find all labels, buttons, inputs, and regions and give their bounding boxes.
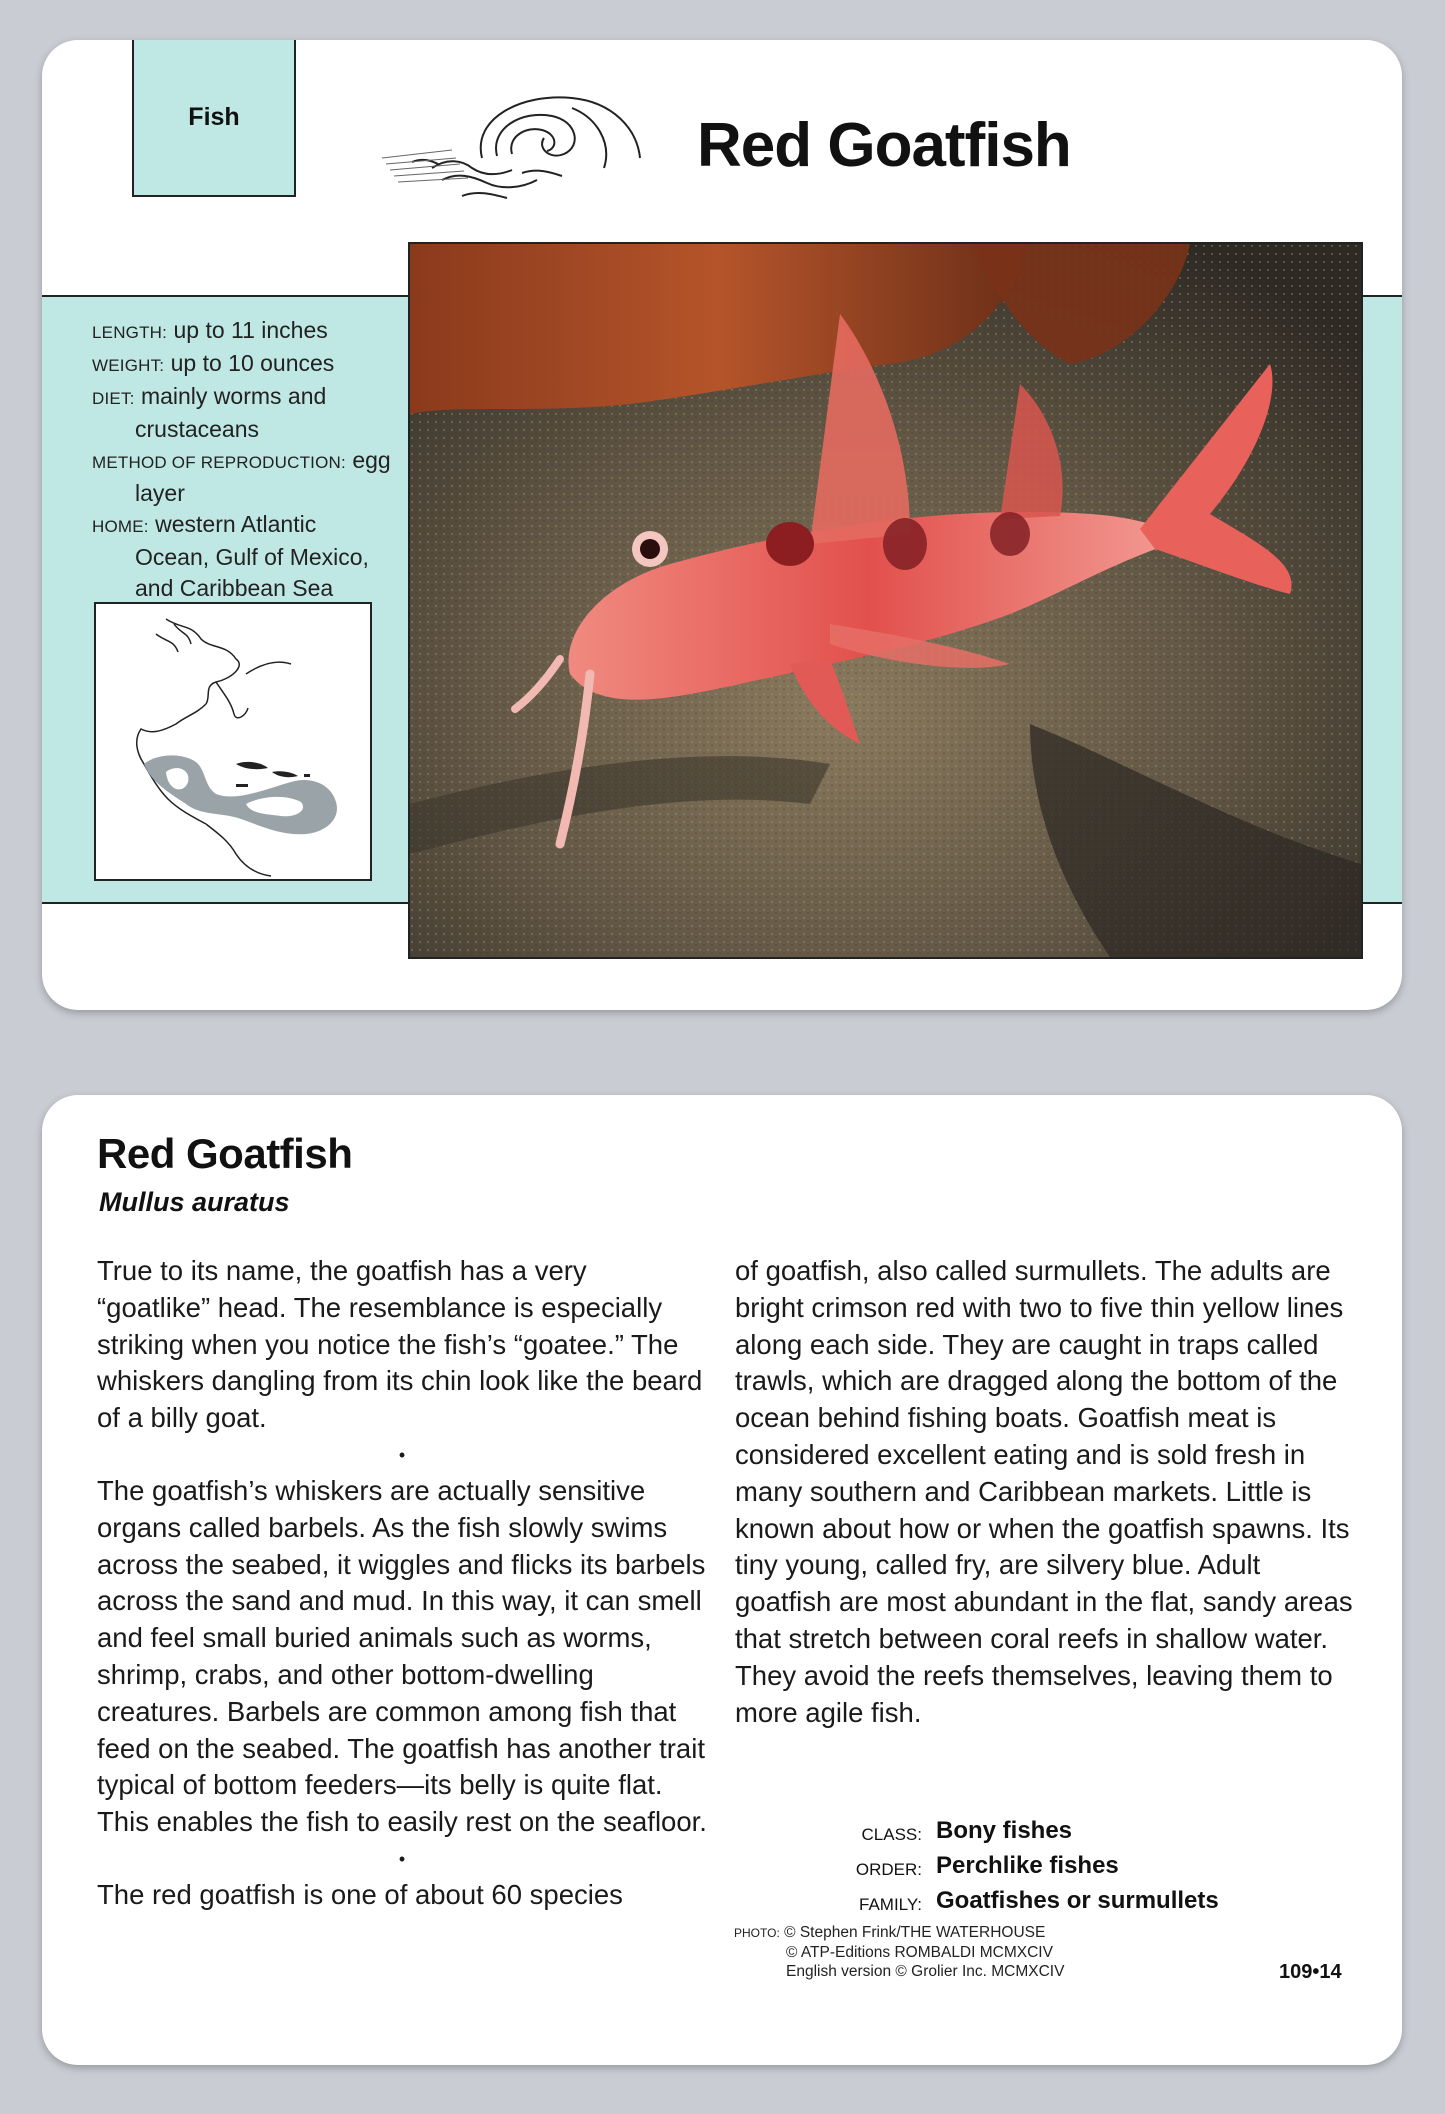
scientific-name: Mullus auratus — [99, 1187, 290, 1217]
diet-value: mainly worms and — [140, 383, 327, 409]
class-value: Bony fishes — [936, 1817, 1073, 1844]
paragraph-2: The goatfish’s whiskers are actually sensitive organs called barbels. As the fish slowly swims across the seabed, it wiggles and flicks its barbels across the sand and mud. In this way, it can smell and feel small buried animals such as worms, shrimp, crabs, and other bottom-dwelling creatures. Barbels are common among fish that feed on the seabed. The goatfish has another trait typical of bottom feeders—its belly is quite flat. This enables the fish to easily rest on the seafloor. — [97, 1474, 707, 1838]
paragraph-3-continued: of goatfish, also called surmullets. The adults are bright crimson red with two to five thin yellow lines along each side. They are caught in traps called trawls, which are dragged along the bottom of the ocean behind fishing boats. Goatfish meat is considered excellent eating and is sold fresh in many southern and Caribbean markets. Little is known about how or when the goatfish spawns. Its tiny young, called fry, are silvery blue. Adult goatfish are most abundant in the flat, sandy areas that stretch between coral reefs in shallow water. They avoid the reefs themselves, leaving them to more agile fish. — [735, 1255, 1353, 1728]
home-value-cont-2: and Caribbean Sea — [135, 575, 334, 601]
fact-panel — [92, 315, 392, 604]
credit-line-1 — [734, 1923, 1064, 1943]
card-title: Red Goatfish — [697, 111, 1071, 180]
card-front — [42, 40, 1402, 1010]
card-back — [42, 1095, 1402, 2065]
diet-label: DIET: — [92, 389, 135, 408]
classification — [812, 1815, 1219, 1920]
range-map — [94, 602, 372, 881]
credit-line-3: English version © Grolier Inc. MCMXCIV — [786, 1963, 1065, 1980]
category-label: Fish — [132, 40, 296, 197]
wave-icon — [372, 88, 682, 208]
home-value-cont-1: Ocean, Gulf of Mexico, — [135, 544, 369, 570]
reproduction-label: METHOD OF REPRODUCTION: — [92, 453, 346, 472]
weight-value: up to 10 ounces — [170, 350, 335, 376]
credit-line-2: © ATP-Editions ROMBALDI MCMXCIV — [786, 1944, 1053, 1961]
family-label: FAMILY: — [859, 1895, 922, 1914]
fish-photo — [408, 242, 1363, 959]
length-label: LENGTH: — [92, 323, 168, 342]
order-row — [812, 1850, 1219, 1885]
card-number: 109•14 — [1279, 1961, 1342, 1983]
photo-credits — [734, 1923, 1064, 1981]
family-row — [812, 1885, 1219, 1920]
home-label: HOME: — [92, 517, 149, 536]
paragraph-1: True to its name, the goatfish has a very “goatlike” head. The resemblance is especially striking when you notice the fish’s “goatee.” The whiskers dangling from its chin look like the beard of a billy goat. — [97, 1255, 703, 1434]
length-value: up to 11 inches — [173, 317, 328, 343]
text-column-left — [97, 1253, 707, 1914]
class-row — [812, 1815, 1219, 1850]
fact-reproduction — [92, 445, 392, 478]
home-value: western Atlantic — [155, 511, 317, 537]
separator-bullet: • — [398, 1444, 406, 1465]
fact-weight — [92, 348, 392, 381]
family-value: Goatfishes or surmullets — [936, 1887, 1219, 1914]
separator-bullet: • — [398, 1848, 406, 1869]
paragraph-3: The red goatfish is one of about 60 species — [97, 1878, 623, 1910]
reproduction-value-cont: layer — [135, 480, 185, 506]
range-shading — [144, 755, 337, 834]
fact-diet — [92, 381, 392, 414]
reproduction-value: egg — [352, 447, 391, 473]
diet-value-cont: crustaceans — [135, 416, 260, 442]
fact-home — [92, 509, 392, 542]
class-label: CLASS: — [861, 1825, 922, 1844]
photo-label: PHOTO: — [734, 1926, 780, 1940]
order-value: Perchlike fishes — [936, 1852, 1119, 1879]
credit-photographer: © Stephen Frink/THE WATERHOUSE — [784, 1924, 1046, 1941]
fact-length — [92, 315, 392, 348]
text-column-right — [735, 1253, 1360, 1731]
weight-label: WEIGHT: — [92, 356, 165, 375]
species-title: Red Goatfish — [97, 1130, 353, 1177]
order-label: ORDER: — [855, 1860, 922, 1879]
